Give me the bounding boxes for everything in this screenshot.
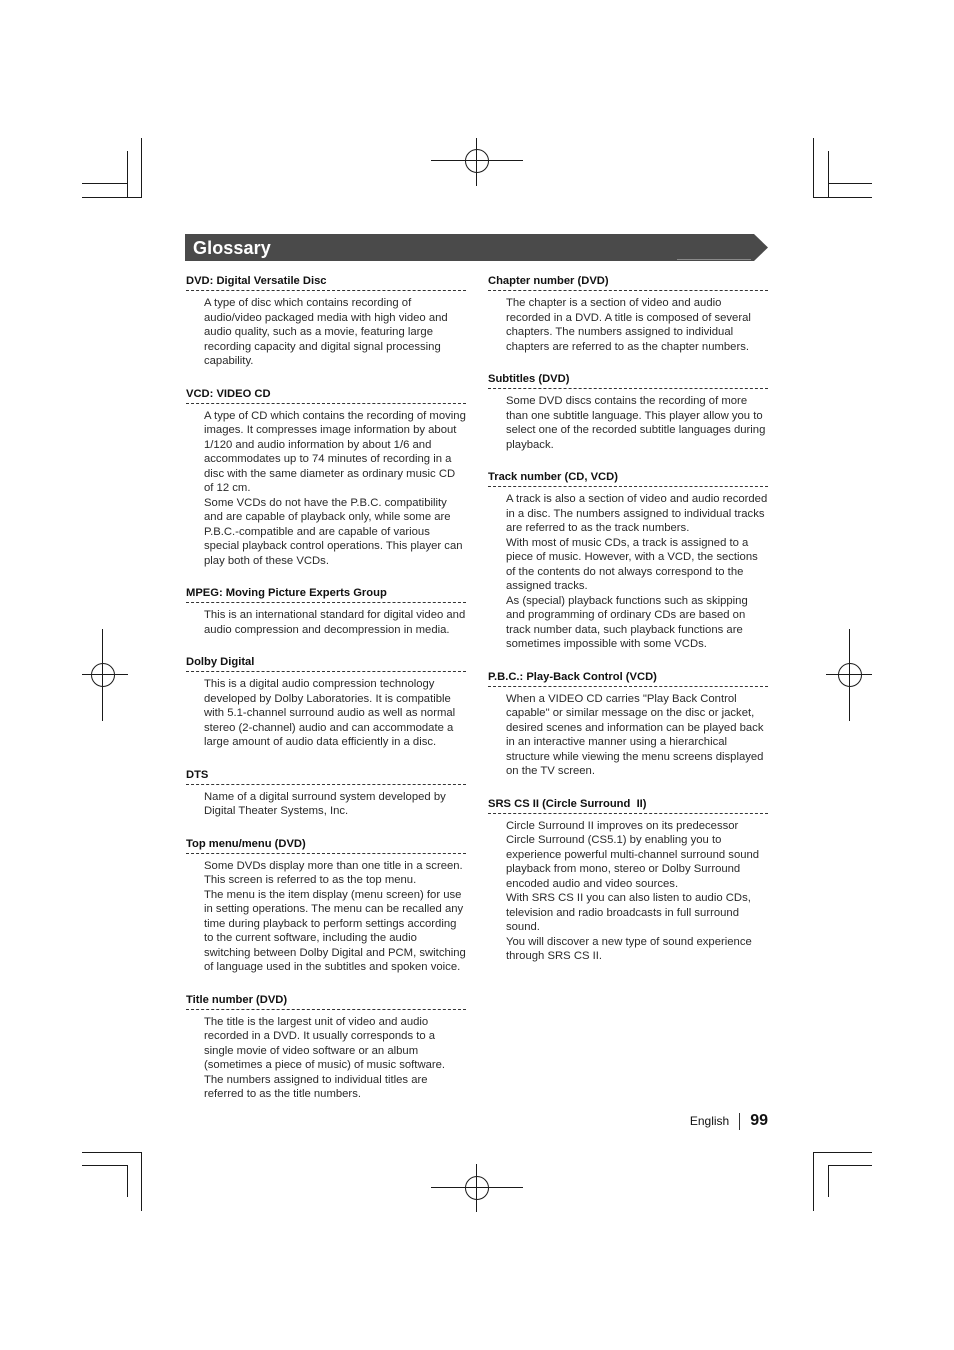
title-banner: [185, 234, 768, 261]
glossary-term: DTS: [186, 766, 466, 785]
glossary-definition: [186, 1015, 466, 1102]
definition-paragraph: When a VIDEO CD carries "Play Back Control capable" or similar message on the disc or jacket, desired scenes and information can be played back in an interactive manner using a hierarchical structure while viewing the menu screens displayed on the TV screen.: [506, 692, 764, 777]
definition-paragraph: Some VCDs do not have the P.B.C. compatibility and are capable of playback only, while some are P.B.C.-compatible and are capable of various special playback control operations. This player can play both of these VCDs.: [204, 496, 463, 567]
definition-paragraph: A track is also a section of video and audio recorded in a disc. The numbers assigned to individual tracks are referred to as the track numbers.: [506, 493, 768, 534]
definition-paragraph: This is a digital audio compression technology developed by Dolby Laboratories. It is compatible with 5.1-channel surround audio as well as normal stereo (2-channel) audio and can accommodate a large amount of audio data efficiently in a disc.: [204, 678, 456, 748]
glossary-term: Subtitles (DVD): [488, 370, 768, 389]
page-footer: [690, 1110, 768, 1132]
definition-paragraph: As (special) playback functions such as skipping and programming of ordinary CDs are based on track number data, such playback functions are sometimes impossible with some VCDs.: [506, 594, 748, 650]
glossary-definition: [488, 492, 768, 652]
glossary-term: VCD: VIDEO CD: [186, 385, 466, 404]
glossary-entry: [186, 766, 466, 819]
glossary-entry: [186, 272, 466, 369]
registration-mark-bottom: [431, 1164, 523, 1212]
registration-mark-right: [826, 629, 872, 721]
glossary-term: Track number (CD, VCD): [488, 468, 768, 487]
glossary-entry: [186, 653, 466, 750]
title-banner-shape: [185, 234, 768, 261]
definition-paragraph: The title is the largest unit of video and audio recorded in a DVD. It usually corresponds to a single movie of video software or an album (sometimes a piece of music) of music software. The numbers assigned to individual titles are referred to as the title numbers.: [204, 1015, 446, 1100]
page-title: Glossary: [193, 238, 271, 258]
definition-paragraph: A type of disc which contains recording of audio/video packaged media with high video and audio quality, such as a movie, featuring large recording capacity and digital signal processing capability.: [204, 297, 448, 367]
glossary-term: Dolby Digital: [186, 653, 466, 672]
glossary-column-left: [186, 272, 466, 1102]
definition-paragraph: This is an international standard for digital video and audio compression and decompression in media.: [204, 609, 466, 636]
definition-paragraph: Circle Surround II improves on its predecessor Circle Surround (CS5.1) by enabling you to experience powerful multi-channel surround sound playback from mono, stereo or Dolby Surround encoded audio and video sources.: [506, 819, 760, 890]
glossary-definition: [488, 296, 768, 354]
glossary-entry: [186, 584, 466, 637]
definition-paragraph: The chapter is a section of video and audio recorded in a DVD. A title is composed of several chapters. The numbers assigned to individual chapters are referred to as the chapter numbers.: [506, 297, 751, 353]
glossary-definition: [186, 677, 466, 750]
glossary-term: DVD: Digital Versatile Disc: [186, 272, 466, 291]
glossary-definition: [488, 819, 768, 964]
footer-language: English: [689, 1114, 730, 1128]
page-number: 99: [750, 1112, 768, 1129]
glossary-definition: [186, 859, 466, 975]
glossary-term: SRS CS II (Circle Surround II): [488, 795, 768, 814]
glossary-definition: [186, 790, 466, 819]
glossary-term: Chapter number (DVD): [488, 272, 768, 291]
definition-paragraph: With SRS CS II you can also listen to audio CDs, television and radio broadcasts in full surround sound.: [506, 892, 751, 933]
registration-mark-left: [82, 629, 128, 721]
glossary-entry: [488, 795, 768, 964]
glossary-definition: [186, 296, 466, 369]
glossary-entry: [488, 370, 768, 452]
glossary-entry: [488, 468, 768, 652]
glossary-definition: [488, 692, 768, 779]
glossary-entry: [186, 385, 466, 569]
glossary-definition: [488, 394, 768, 452]
glossary-term: MPEG: Moving Picture Experts Group: [186, 584, 466, 603]
footer-divider: [739, 1113, 740, 1130]
glossary-entry: [186, 991, 466, 1102]
definition-paragraph: The menu is the item display (menu screen) for use in setting operations. The menu can be recalled any time during playback to perform settings according to the current software, including the audio switching between Dolby Digital and PCM, switching of language used in the subtitles and spoken voice.: [204, 888, 466, 973]
definition-paragraph: You will discover a new type of sound experience through SRS CS II.: [506, 935, 752, 962]
definition-paragraph: A type of CD which contains the recording of moving images. It compresses image information by about 1/120 and audio information by about 1/6 and accommodates up to 74 minutes of recording in a disc with the same diameter as ordinary music CD of 12 cm.: [204, 409, 466, 494]
definition-paragraph: With most of music CDs, a track is assigned to a piece of music. However, with a VCD, the sections of the contents do not always correspond to the assigned tracks.: [506, 536, 758, 592]
glossary-definition: [186, 608, 466, 637]
glossary-definition: [186, 409, 466, 569]
glossary-term: P.B.C.: Play-Back Control (VCD): [488, 668, 768, 687]
definition-paragraph: Some DVD discs contains the recording of more than one subtitle language. This player allow you to select one of the recorded subtitle languages during playback.: [506, 395, 766, 451]
glossary-entry: [488, 272, 768, 354]
glossary-entry: [186, 835, 466, 975]
glossary-term: Top menu/menu (DVD): [186, 835, 466, 854]
definition-paragraph: Some DVDs display more than one title in a screen. This screen is referred to as the top menu.: [204, 859, 463, 886]
registration-mark-top: [431, 138, 523, 186]
glossary-term: Title number (DVD): [186, 991, 466, 1010]
glossary-column-right: [488, 272, 768, 964]
definition-paragraph: Name of a digital surround system developed by Digital Theater Systems, Inc.: [204, 790, 446, 817]
glossary-entry: [488, 668, 768, 779]
